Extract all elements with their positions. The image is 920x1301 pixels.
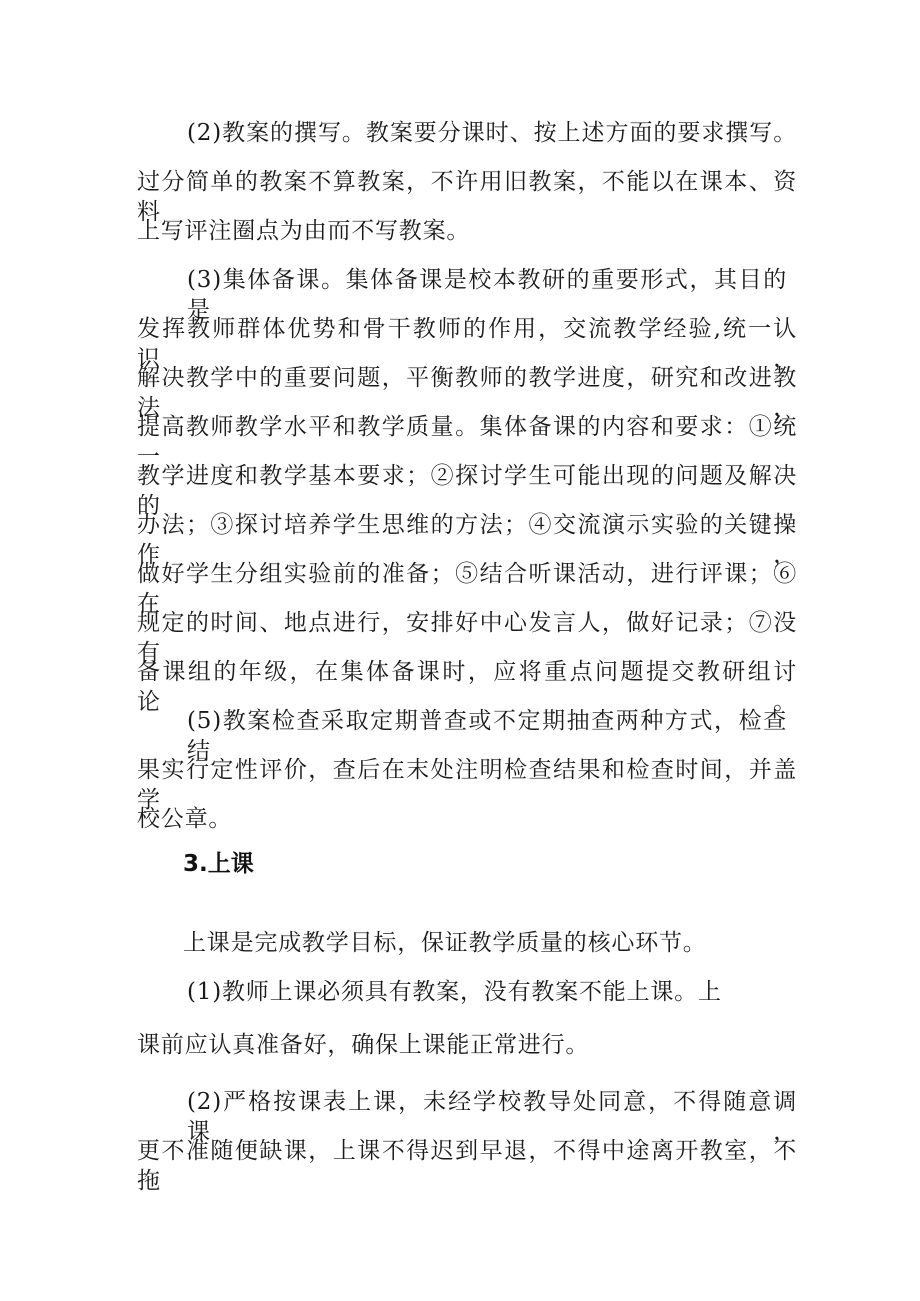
para-collective-prep-line-3: 解决教学中的重要问题，平衡教师的教学进度，研究和改进教法， xyxy=(137,365,797,421)
para-collective-prep-line-6: 办法；③探讨培养学生思维的方法；④交流演示实验的关键操作， xyxy=(137,512,797,568)
para-teacher-plan-line-2: 课前应认真准备好，确保上课能正常进行。 xyxy=(137,1032,590,1058)
para-schedule-line-1: (2)严格按课表上课，未经学校教导处同意，不得随意调课， xyxy=(187,1089,797,1145)
section-heading-class: 3.上课 xyxy=(183,851,254,877)
para-collective-prep-line-2: 发挥教师群体优势和骨干教师的作用，交流教学经验,统一认识， xyxy=(137,316,797,372)
para-collective-prep-line-1: (3)集体备课。集体备课是校本教研的重要形式，其目的是 xyxy=(187,267,787,323)
para-collective-prep-line-4: 提高教师教学水平和教学质量。集体备课的内容和要求：①统一 xyxy=(137,414,797,470)
para-lesson-plan-writing-line-1: (2)教案的撰写。教案要分课时、按上述方面的要求撰写。 xyxy=(187,120,797,146)
para-lesson-plan-writing-line-2: 过分简单的教案不算教案，不许用旧教案，不能以在课本、资料 xyxy=(137,169,797,225)
para-collective-prep-line-7: 做好学生分组实验前的准备；⑤结合听课活动，进行评课；⑥在 xyxy=(137,561,797,617)
para-plan-inspection-line-3: 校公章。 xyxy=(137,806,233,832)
para-collective-prep-line-9: 备课组的年级，在集体备课时，应将重点问题提交教研组讨论。 xyxy=(137,659,797,715)
para-plan-inspection-line-1: (5)教案检查采取定期普查或不定期抽查两种方式，检查结 xyxy=(187,708,787,764)
para-lesson-plan-writing-line-3: 上写评注圈点为由而不写教案。 xyxy=(137,218,471,244)
para-schedule-line-2: 更不准随便缺课，上课不得迟到早退，不得中途离开教室，不拖 xyxy=(137,1138,797,1194)
para-teacher-plan-line-1: (1)教师上课必须具有教案，没有教案不能上课。上 xyxy=(187,979,722,1005)
para-collective-prep-line-5: 教学进度和教学基本要求；②探讨学生可能出现的问题及解决的 xyxy=(137,463,797,519)
para-plan-inspection-line-2: 果实行定性评价，查后在末处注明检查结果和检查时间，并盖学 xyxy=(137,757,797,813)
para-collective-prep-line-8: 规定的时间、地点进行，安排好中心发言人，做好记录；⑦没有 xyxy=(137,610,797,666)
para-class-intro: 上课是完成教学目标，保证教学质量的核心环节。 xyxy=(183,930,707,956)
